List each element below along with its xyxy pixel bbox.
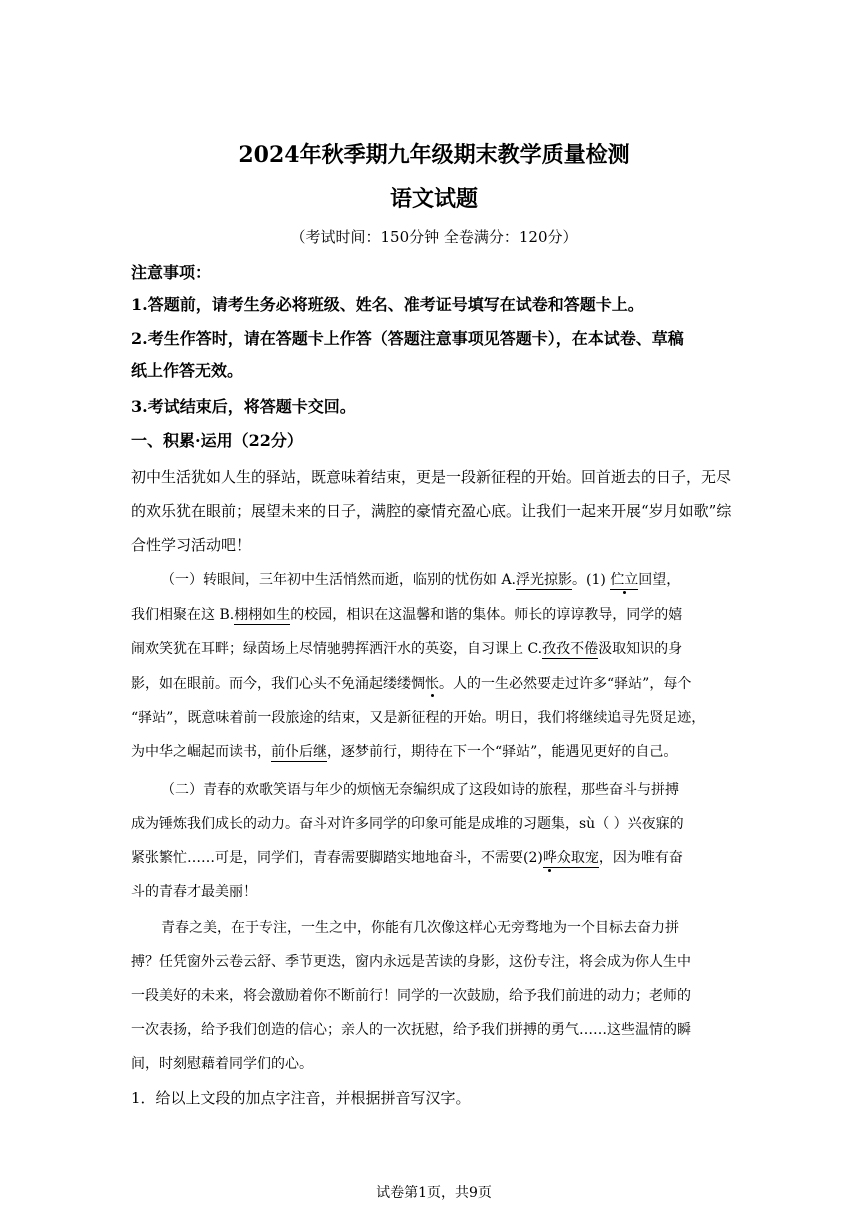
intro-line-2: 的欢乐犹在眼前；展望未来的日子，满腔的豪情充盈心底。让我们一起来开展“岁月如歌”综 <box>131 502 732 520</box>
p3-line-2: 搏？任凭窗外云卷云舒、季节更迭，窗内永远是苦读的身影，这份专注，将会成为你人生中 <box>131 954 691 970</box>
note-3: 3.考试结束后，将答题卡交回。 <box>131 397 356 416</box>
p1-text: ，逐梦前行，期待在下一个“驿站”，能遇见更好的自己。 <box>327 744 678 760</box>
note-1: 1.答题前，请考生务必将班级、姓名、准考证号填写在试卷和答题卡上。 <box>131 295 644 314</box>
dotted-char-hua: 哗 <box>542 850 557 866</box>
p3-line-4: 一次表扬，给予我们创造的信心；亲人的一次抚慰，给予我们拼搏的勇气……这些温情的瞬 <box>131 1022 691 1038</box>
p2-text: 紧张繁忙……可是，同学们，青春需要脚踏实地地奋斗，不需要(2) <box>131 850 543 866</box>
p1-text: 影，如在眼前。而今，我们心头不免涌起缕缕惆 <box>131 676 425 692</box>
dotted-char-chang: 怅 <box>425 676 439 692</box>
p2-line-1: （二）青春的欢歌笑语与年少的烦恼无奈编织成了这段如诗的旅程，那些奋斗与拼搏 <box>161 782 679 798</box>
exam-title: 2024年秋季期九年级期末教学质量检测 <box>238 142 630 168</box>
page-footer: 试卷第1页，共9页 <box>376 1185 492 1201</box>
note-2b: 纸上作答无效。 <box>131 361 244 380</box>
p1-line-3 <box>131 638 682 660</box>
p1-text: 回望， <box>638 572 681 588</box>
p2-line-3 <box>131 847 683 869</box>
underlined-phrase-c: 孜孜不倦 <box>542 641 599 657</box>
dotted-chars-1: 伫立 <box>610 572 639 588</box>
p1-line-2 <box>131 604 682 626</box>
p3-line-5: 间，时刻慰藉着同学们的心。 <box>131 1056 313 1072</box>
p1-text: 闹欢笑犹在耳畔；绿茵场上尽情驰骋挥洒汗水的英姿，自习课上 C. <box>131 641 543 657</box>
p1-text: 的校园，相识在这温馨和谐的集体。师长的谆谆教导，同学的嬉 <box>290 607 683 623</box>
underlined-phrase-a: 浮光掠影 <box>516 572 573 588</box>
p1-line-6 <box>131 741 677 763</box>
p1-line-1 <box>161 569 680 591</box>
p1-text: 为中华之崛起而读书， <box>131 744 271 760</box>
question-1: 1．给以上文段的加点字注音，并根据拼音写汉字。 <box>131 1089 471 1107</box>
p1-line-4 <box>131 673 691 695</box>
underlined-phrase-d: 前仆后继 <box>271 744 327 760</box>
note-2a: 2.考生作答时，请在答题卡上作答（答题注意事项见答题卡），在本试卷、草稿 <box>131 329 684 348</box>
p1-text: （一）转眼间，三年初中生活悄然而逝，临别的忧伤如 A. <box>161 572 517 588</box>
section-heading: 一、积累·运用（22分） <box>131 431 303 450</box>
intro-line-1: 初中生活犹如人生的驿站，既意味着结束，更是一段新征程的开始。回首逝去的日子，无尽 <box>131 468 732 486</box>
p1-text: 我们相聚在这 B. <box>131 607 235 623</box>
exam-subject: 语文试题 <box>389 186 478 212</box>
exam-info: （考试时间：150分钟 全卷满分：120分） <box>290 228 578 246</box>
p3-line-1: 青春之美，在于专注，一生之中，你能有几次像这样心无旁骛地为一个目标去奋力拼 <box>161 920 679 936</box>
p2-line-2: 成为锤炼我们成长的动力。奋斗对许多同学的印象可能是成堆的习题集，sù（ ）兴夜寐的 <box>131 816 684 832</box>
p2-line-4: 斗的青春才最美丽！ <box>131 884 257 900</box>
underlined-phrase-b: 栩栩如生 <box>234 607 291 623</box>
p1-line-5: “驿站”，既意味着前一段旅途的结束，又是新征程的开始。明日，我们将继续追寻先贤足迹， <box>131 710 706 726</box>
p1-text: 。(1) <box>572 572 611 588</box>
p1-text: 汲取知识的身 <box>598 641 683 657</box>
underlined-phrase-e: 众取宠 <box>556 850 599 866</box>
p2-text: ，因为唯有奋 <box>598 850 683 866</box>
notes-heading: 注意事项： <box>131 263 212 282</box>
intro-line-3: 合性学习活动吧！ <box>131 536 252 554</box>
p1-text: 。人的一生必然要走过许多“驿站”，每个 <box>439 676 692 692</box>
p3-line-3: 一段美好的未来，将会激励着你不断前行！同学的一次鼓励，给予我们前进的动力；老师的 <box>131 988 691 1004</box>
